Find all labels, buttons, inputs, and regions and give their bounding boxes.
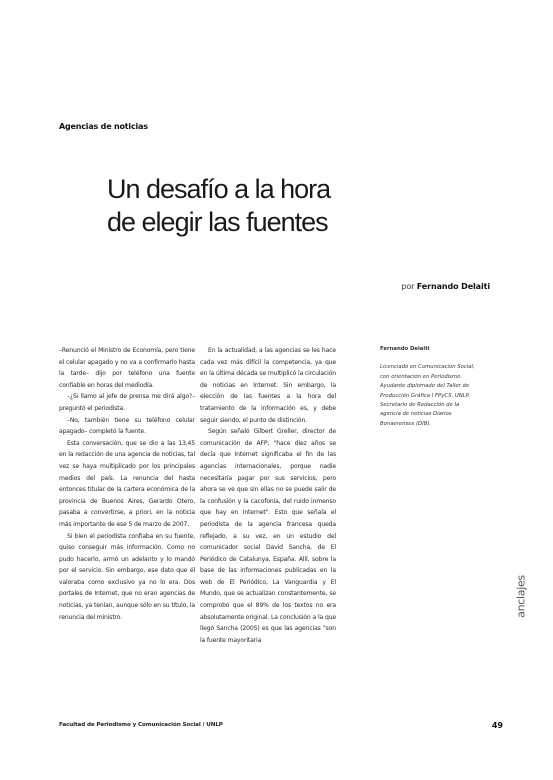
byline [401,282,490,291]
footer-text: Facultad de Periodismo y Comunicación Social / UNLP [59,722,223,728]
paragraph: –Renunció el Ministro de Economía, pero tiene el celular apagado y no va a confirmarlo hasta la tarde– dijo por teléfono una fuente confiable en horas del mediodía. [59,347,195,389]
title-line-1: Un desafío a la hora [107,174,331,204]
author-name: Fernando Delaiti [416,282,490,291]
article-column-1 [59,345,195,623]
section-label: Agencias de noticias [59,122,148,131]
article-title [107,173,330,239]
title-line-2: de elegir las fuentes [107,207,328,237]
byline-prefix: por [401,282,415,291]
paragraph: –¿Si llamo al jefe de prensa me dirá algo?– preguntó el periodista. [59,393,195,412]
paragraph: –No, también tiene su teléfono celular apagado– completó la fuente. [59,416,195,436]
paragraph: Según señaló Gilbert Greller, director de comunicación de AFP, "hace diez años se decía que Internet significaba el fin de las agencias internacionales, porque nadie necesitaría pagar por sus servicios, pero ahora se ve que sin ellas no se puede salir de la confusión y la cacofonía, del ruido inmenso que hay en Internet". Esto que señala el periodista de la agencia francesa queda reflejado, a su vez, en un estudio del comunicador social David Sancha, de El Periódico de Catalunya, España. Allí, sobre la base de las informaciones publicadas en la web de El Periódico, La Vanguardia y El Mundo, que se actualizan constantemente, se comprobó que el 89% de los textos no era absolutamente original. La conclusión a la que llegó Sancha (2005) es que las agencias "son la fuente mayoritaria [200,428,336,644]
margin-label: anclajes [514,575,528,618]
paragraph: Esta conversación, que se dio a las 13.45 en la redacción de una agencia de noticias, tal vez se haya multiplicado por los principales medios del país. La renuncia del hasta entonces titular de la cartera económica de la provincia de Buenos Aires, Gerardo Otero, pasaba a convertirse, a priori, en la noticia más importante de ese 5 de marzo de 2007. [59,439,195,528]
page-number: 49 [491,721,503,730]
author-sidebar [380,345,480,429]
paragraph: En la actualidad, a las agencias se les hace cada vez más difícil la competencia, ya que en la última década se multiplicó la circulación de noticias en Internet. Sin embargo, la elección de las fuentes a la hora del tratamiento de la información es, y debe seguir siendo, el punto de distinción. [200,347,336,424]
article-column-2 [200,345,336,646]
paragraph: Si bien el periodista confiaba en su fuente, quiso conseguir más información. Como no pudo hacerlo, armó un adelanto y lo mandó por el servicio. Sin embargo, ese dato que él valoraba como exclusivo ya no lo era. Dos portales de Internet, que no eran agencias de noticias, ya tenían, aunque sólo en su título, la renuncia del ministro. [59,532,195,621]
sidebar-bio: Licenciado en Comunicación Social, con orientación en Periodismo. Ayudante diplomado del Taller de Producción Gráfica I FPyCS, UNLP. Secretario de Redacción de la agencia de noticias Diarios Bonaerenses (DIB). [380,364,475,427]
sidebar-author-name: Fernando Delaiti [380,346,430,352]
